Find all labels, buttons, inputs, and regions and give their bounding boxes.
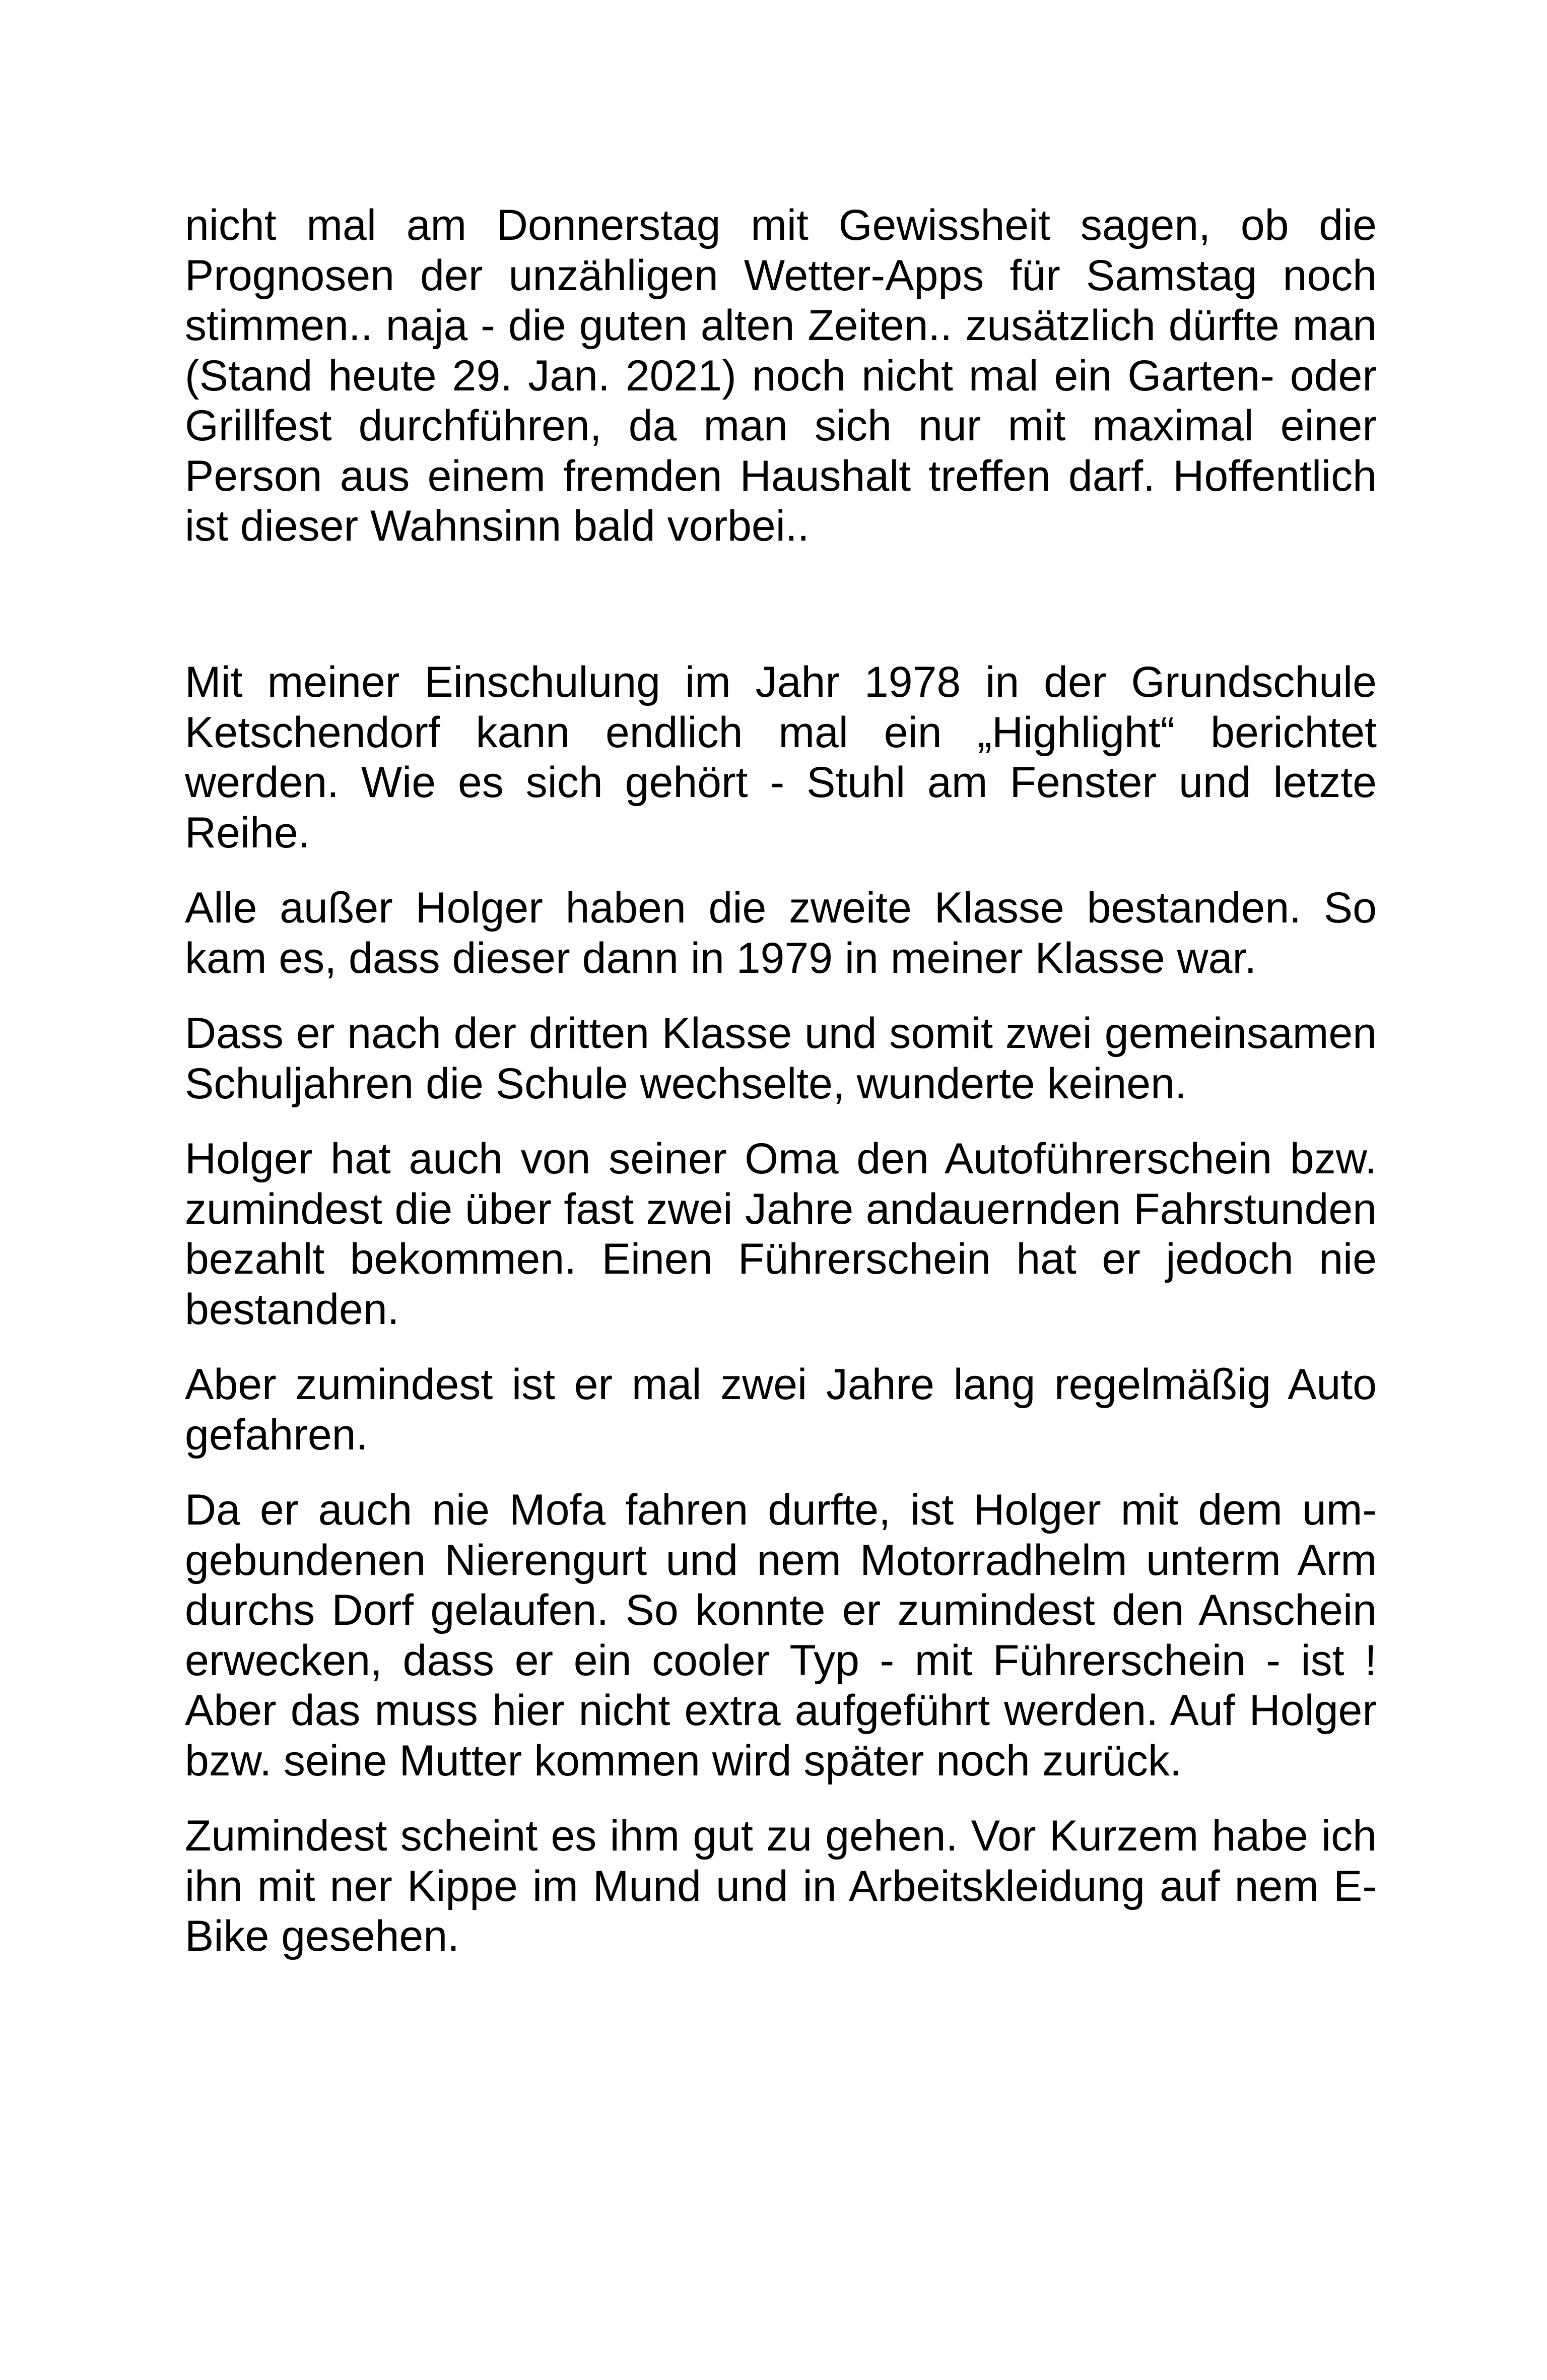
paragraph: Da er auch nie Mofa fahren durfte, ist Holger mit dem umgebundenen Nierengurt und nem Motorradhelm unterm Arm durchs Dorf gelaufen. So konnte er zumindest den Anschein erwecken, dass er ein cooler Typ - mit Führerschein - ist ! Aber das muss hier nicht extra aufgeführt werden. Auf Holger bzw. seine Mutter kommen wird später noch zurück. [185, 1486, 1377, 1785]
paragraph: Zumindest scheint es ihm gut zu gehen. Vor Kurzem habe ich ihn mit ner Kippe im Mund und in Arbeitskleidung auf nem E-Bike gesehen. [185, 1812, 1377, 1960]
paragraph: Dass er nach der dritten Klasse und somit zwei gemeinsamen Schuljahren die Schule wechselte, wunderte keinen. [185, 1009, 1377, 1108]
text-block-top [185, 201, 1377, 552]
paragraph: Holger hat auch von seiner Oma den Autoführerschein bzw. zumindest die über fast zwei Jahre andauernden Fahrstunden bezahlt bekommen. Einen Führerschein hat er jedoch nie bestanden. [185, 1135, 1377, 1334]
paragraph: Alle außer Holger haben die zweite Klasse bestanden. So kam es, dass dieser dann in 1979 in meiner Klasse war. [185, 884, 1377, 982]
paragraph: Mit meiner Einschulung im Jahr 1978 in der Grundschule Ketschendorf kann endlich mal ein „Highlight“ berichtet werden. Wie es sich gehört - Stuhl am Fenster und letzte Reihe. [185, 658, 1377, 857]
text-block-main [185, 657, 1377, 1962]
paragraph: Aber zumindest ist er mal zwei Jahre lang regelmäßig Auto gefahren. [185, 1360, 1377, 1459]
paragraph: nicht mal am Donnerstag mit Gewissheit sagen, ob die Prognosen der unzähligen Wetter-Apps für Samstag noch stimmen.. naja - die guten alten Zeiten.. zusätzlich dürfte man (Stand heute 29. Jan. 2021) noch nicht mal ein Garten- oder Grillfest durchführen, da man sich nur mit maximal einer Person aus einem fremden Haushalt treffen darf. Hoffentlich ist dieser Wahnsinn bald vorbei.. [185, 201, 1377, 550]
